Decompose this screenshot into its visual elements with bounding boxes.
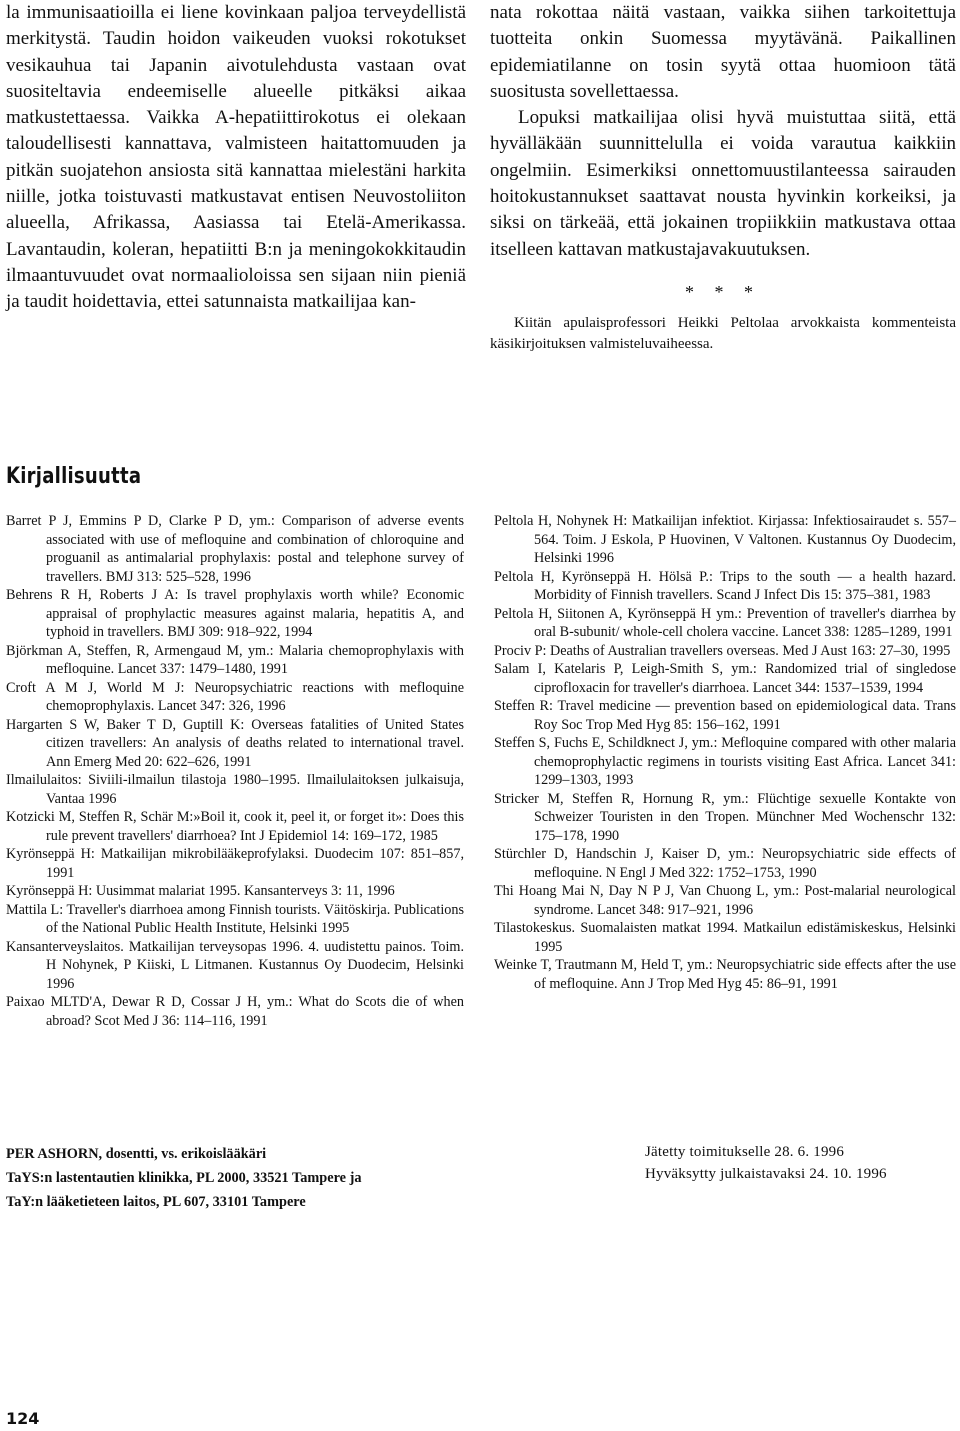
reference-item: Kyrönseppä H: Matkailijan mikrobilääkeprofylaksi. Duodecim 107: 851–857, 1991	[6, 846, 464, 881]
reference-item: Steffen S, Fuchs E, Schildknect J, ym.: Mefloquine compared with other malaria chemoprophylactic regimens in tourists visiting East Africa. Lancet 341: 1299–1303, 1993	[494, 735, 956, 788]
reference-item: Kansanterveyslaitos. Matkailijan terveysopas 1996. 4. uudistettu painos. Toim. H Nohynek, P Kiiski, L Litmanen. Kustannus Oy Duodecim, Helsinki 1996	[6, 938, 464, 992]
reference-item: Kyrönseppä H: Uusimmat malariat 1995. Kansanterveys 3: 11, 1996	[6, 883, 395, 899]
reference-item: Kotzicki M, Steffen R, Schär M:»Boil it, cook it, peel it, or forget it»: Does this rule prevent travellers' diarrhoea? Int J Epidemiol 14: 169–172, 1985	[6, 809, 464, 844]
reference-item: Mattila L: Traveller's diarrhoea among Finnish tourists. Väitöskirja. Publications of the National Public Health Institute, Helsinki 1995	[6, 901, 464, 936]
reference-item: Prociv P: Deaths of Australian travellers overseas. Med J Aust 163: 27–30, 1995	[494, 642, 951, 659]
reference-item: Paixao MLTD'A, Dewar R D, Cossar J H, ym.: What do Scots die of when abroad? Scot Med J 36: 114–116, 1991	[6, 994, 464, 1029]
reference-item: Hargarten S W, Baker T D, Guptill K: Overseas fatalities of United States citizen travellers: An analysis of deaths related to international travel. Ann Emerg Med 20: 622–626, 1991	[6, 716, 464, 770]
reference-item: Steffen R: Travel medicine — prevention based on epidemiological data. Trans Roy Soc Trop Med Hyg 85: 156–162, 1991	[494, 698, 956, 733]
section-separator: * * *	[685, 281, 761, 302]
reference-item: Croft A M J, World M J: Neuropsychiatric reactions with mefloquine chemoprophylaxis. Lancet 347: 326, 1996	[6, 679, 464, 714]
reference-item: Thi Hoang Mai N, Day N P J, Van Chuong L, ym.: Post-malarial neurological syndrome. Lancet 348: 917–921, 1996	[494, 883, 956, 918]
reference-item: Salam I, Katelaris P, Leigh-Smith S, ym.: Randomized trial of singledose ciprofloxacin for traveller's diarrhoea. Lancet 344: 1537–1539, 1994	[494, 661, 956, 696]
accepted-date: Hyväksytty julkaistavaksi 24. 10. 1996	[645, 1165, 887, 1182]
reference-item: Behrens R H, Roberts J A: Is travel prophylaxis worth while? Economic appraisal of prophylactic measures against malaria, hepatitis A, and typhoid in travellers. BMJ 309: 918–922, 1994	[6, 587, 464, 640]
reference-item: Stricker M, Steffen R, Hornung R, ym.: Flüchtige sexuelle Kontakte von Schweizer Touristen in den Tropen. Münchner Med Wochenschr 132: 175–178, 1990	[494, 790, 956, 844]
body-column-left	[6, 0, 466, 316]
page-number: 124	[6, 1409, 40, 1428]
reference-item: Björkman A, Steffen, R, Armengaud M, ym.: Malaria chemoprophylaxis with mefloquine. Lancet 337: 1479–1480, 1991	[6, 642, 464, 677]
author-info	[6, 1142, 606, 1214]
author-name: PER ASHORN, dosentti, vs. erikoislääkäri	[6, 1146, 267, 1162]
acknowledgement: Kiitän apulaisprofessori Heikki Peltolaa arvokkaista kommenteista käsikirjoituksen valmisteluvaiheessa.	[490, 315, 956, 353]
body-column-right	[490, 0, 956, 355]
reference-item: Peltola H, Kyrönseppä H. Hölsä P.: Trips to the south — a health hazard. Morbidity of Finnish travellers. Scand J Infect Dis 15: 375–381, 1983	[494, 568, 956, 603]
reference-item: Weinke T, Trautmann M, Held T, ym.: Neuropsychiatric side effects after the use of mefloquine. Ann J Trop Med Hyg 45: 86–91, 1991	[494, 957, 956, 992]
author-address: TaYS:n lastentautien klinikka, PL 2000, 33521 Tampere ja	[6, 1170, 362, 1186]
reference-item: Barret P J, Emmins P D, Clarke P D, ym.: Comparison of adverse events associated with use of mefloquine and combination of chloroquine and proguanil as antimalarial prophylaxis: postal and telephone survey of travellers. BMJ 313: 525–528, 1996	[6, 513, 464, 585]
reference-item: Peltola H, Siitonen A, Kyrönseppä H ym.: Prevention of traveller's diarrhea by oral B-subunit/ whole-cell cholera vaccine. Lancet 338: 1285–1289, 1991	[494, 605, 956, 640]
publication-dates	[645, 1142, 957, 1185]
reference-list-left	[6, 512, 464, 1030]
reference-item: Tilastokeskus. Suomalaisten matkat 1994. Matkailun edistämiskeskus, Helsinki 1995	[494, 920, 956, 955]
reference-list-right	[494, 512, 956, 993]
body-paragraph: nata rokottaa näitä vastaan, vaikka siihen tarkoitettuja tuotteita onkin Suomessa myytävänä. Paikallinen epidemiatilanne on tosin syytä ottaa huomioon tätä suositusta sovellettaessa.	[490, 2, 956, 102]
reference-item: Peltola H, Nohynek H: Matkailijan infektiot. Kirjassa: Infektiosairaudet s. 557–564. Toim. J Eskola, P Huovinen, V Valtonen. Kustannus Oy Duodecim, Helsinki 1996	[494, 513, 956, 566]
body-paragraph: Lopuksi matkailijaa olisi hyvä muistuttaa siitä, että hyvälläkään suunnittelulla ei voida varautua kaikkiin ongelmiin. Esimerkiksi onnettomuustilanteessa sairauden hoitokustannukset saattavat nousta hyvinkin korkeiksi, ja siksi on tärkeää, että jokainen tropiikkiin matkustava ottaa itselleen kattavan matkustajavakuutuksen.	[490, 107, 956, 260]
reference-item: Ilmailulaitos: Siviili-ilmailun tilastoja 1980–1995. Ilmailulaitoksen julkaisuja, Vantaa 1996	[6, 772, 464, 807]
references-heading: Kirjallisuutta	[6, 464, 142, 489]
reference-item: Stürchler D, Handschin J, Kaiser D, ym.: Neuropsychiatric side effects of mefloquine. N Engl J Med 322: 1752–1753, 1990	[494, 846, 956, 881]
submitted-date: Jätetty toimitukselle 28. 6. 1996	[645, 1144, 845, 1160]
author-address: TaY:n lääketieteen laitos, PL 607, 33101 Tampere	[6, 1194, 306, 1210]
body-paragraph: la immunisaatioilla ei liene kovinkaan paljoa terveydellistä merkitystä. Taudin hoidon vaikeuden vuoksi rokotukset vesikauhua tai Japanin aivotulehdusta vastaan ovat suositeltavia endeemiselle alueelle pitkäksi aikaa matkustettaessa. Vaikka A-hepatiittirokotus ei olekaan taloudellisesti kannattava, valmisteen haitattomuuden ja pitkän suojatehon ansiosta sitä kannattaa mielestäni harkita niille, jotka toistuvasti matkustavat entisen Neuvostoliiton alueella, Afrikassa, Aasiassa tai Etelä-Amerikassa. Lavantaudin, koleran, hepatiitti B:n ja meningokokkitaudin ilmaantuvuudet ovat normaalioloissa sen sijaan niin pieniä ja taudit hoidettavia, ettei satunnaista matkailijaa kan-	[6, 2, 466, 313]
